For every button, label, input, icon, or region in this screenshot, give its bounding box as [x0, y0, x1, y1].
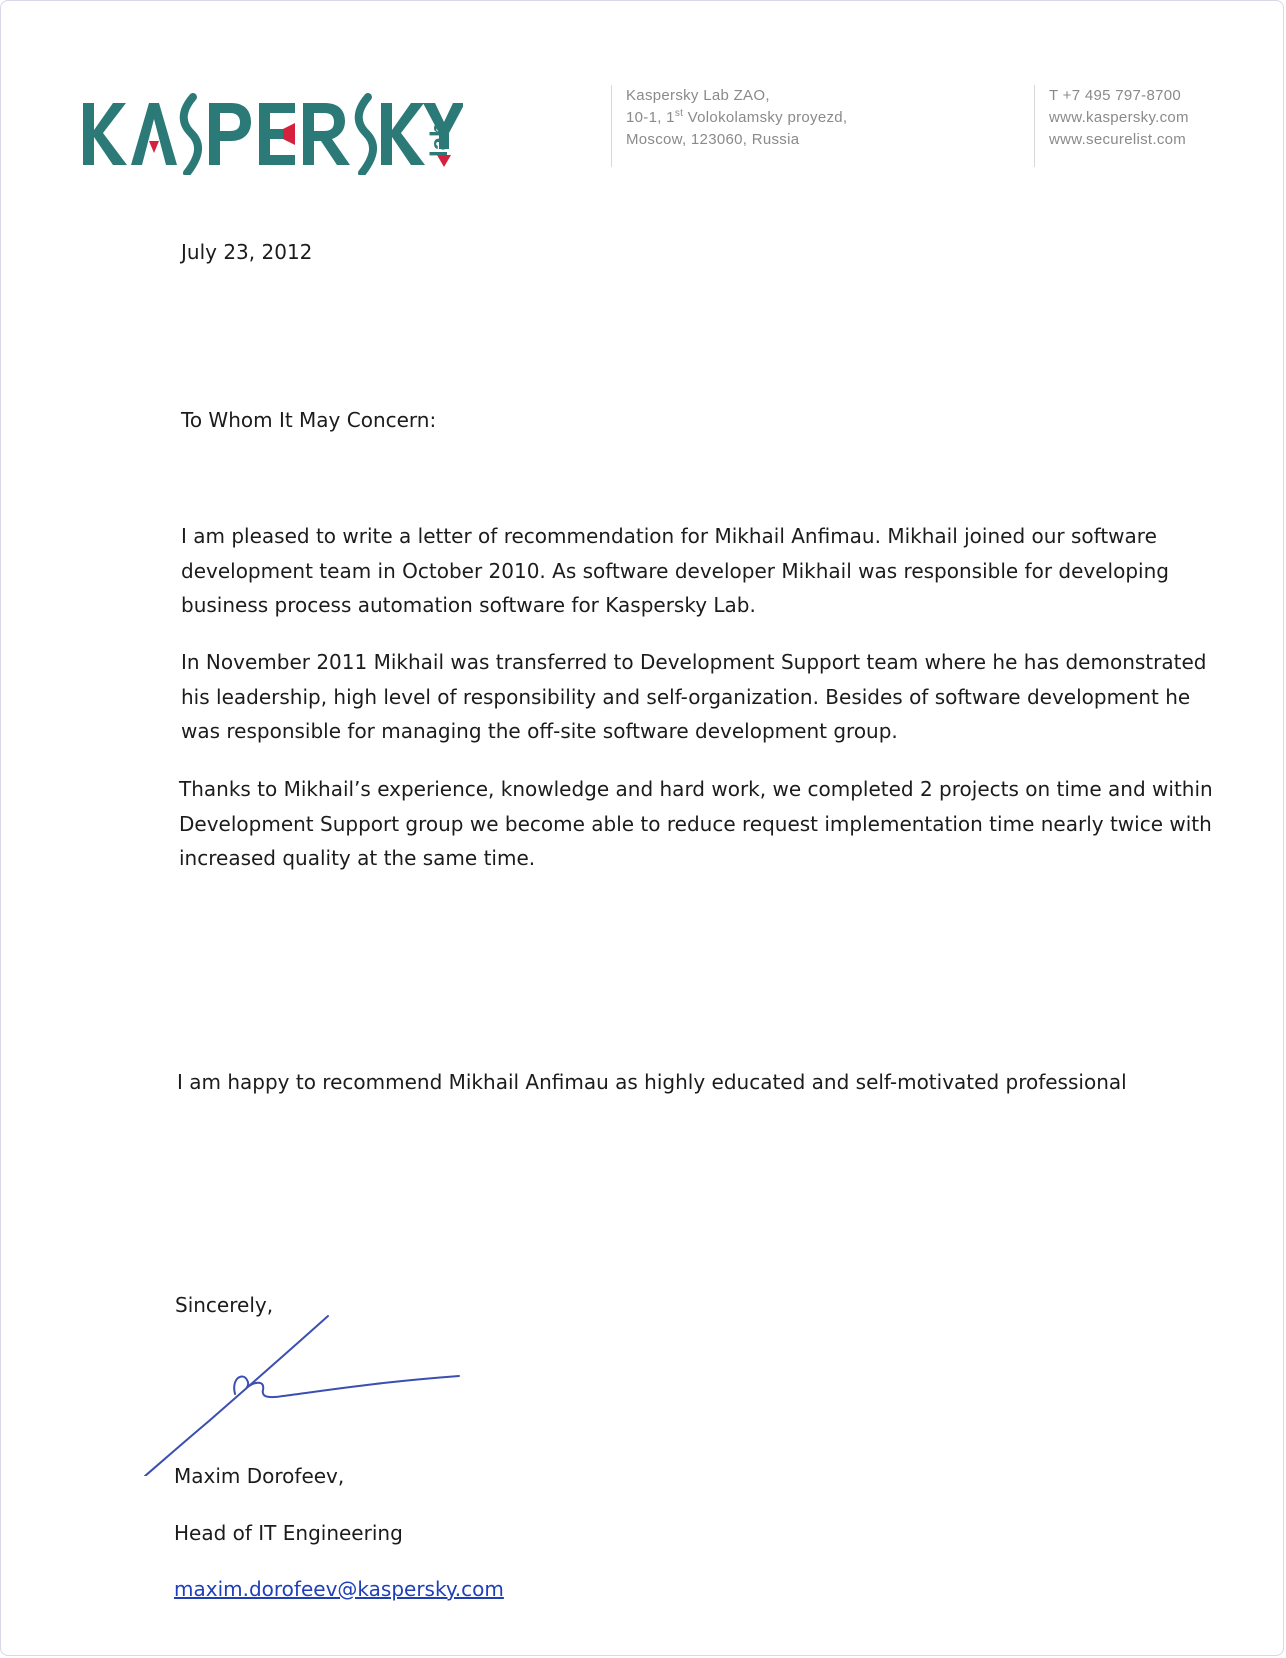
logo-letter-s: [184, 97, 198, 173]
logo-letter-s2: [359, 97, 373, 173]
paragraph-3: Thanks to Mikhail’s experience, knowledge and hard work, we completed 2 projects on time and within Development Support group we become able to reduce request implementation time nearly twice with increased quality at the same time.: [179, 777, 1213, 870]
signature-stroke-main: [145, 1316, 328, 1476]
address-line-2-prefix: 10-1, 1: [626, 109, 675, 126]
recommendation-line: I am happy to recommend Mikhail Anfimau as highly educated and self-motivated professional: [177, 1070, 1127, 1094]
signer-title: Head of IT Engineering: [174, 1521, 403, 1545]
logo-letter-r: [303, 103, 350, 165]
logo-lab-text: lab: [426, 122, 453, 157]
closing: Sincerely,: [175, 1293, 274, 1317]
signer-email-link[interactable]: maxim.dorofeev@kaspersky.com: [174, 1577, 504, 1601]
salutation: To Whom It May Concern:: [181, 408, 437, 432]
letter-date: July 23, 2012: [181, 240, 313, 264]
address-line-2: [626, 107, 1026, 129]
address-line-2-sup: st: [674, 108, 684, 119]
logo-e-accent-icon: [283, 123, 295, 145]
address-line-1: Kaspersky Lab ZAO,: [626, 87, 770, 104]
handwritten-signature: [139, 1306, 469, 1476]
phone-number: T +7 495 797-8700: [1049, 87, 1182, 104]
kaspersky-lab-logo: [83, 89, 463, 175]
company-address: [611, 85, 1026, 167]
signer-name: Maxim Dorofeev,: [174, 1464, 345, 1488]
signature-stroke-loop: [234, 1376, 459, 1397]
website-kaspersky-link[interactable]: www.kaspersky.com: [1049, 109, 1189, 126]
company-contact: [1034, 85, 1269, 167]
logo-a-accent-icon: [149, 141, 159, 153]
logo-letter-k2: [381, 103, 425, 165]
paragraph-2: In November 2011 Mikhail was transferred to Development Support team where he has demonstrated his leadership, high level of responsibility and self-organization. Besides of software development he was responsible for managing the off-site software development group.: [181, 650, 1207, 743]
logo-letter-p: [209, 103, 251, 165]
website-securelist-link[interactable]: www.securelist.com: [1049, 131, 1187, 148]
logo-letter-k: [83, 103, 127, 165]
logo-letter-a: [131, 103, 177, 165]
address-line-3: Moscow, 123060, Russia: [626, 131, 800, 148]
logo-lab-suffix: [427, 97, 453, 157]
paragraph-1: I am pleased to write a letter of recommendation for Mikhail Anfimau. Mikhail joined our software development team in October 2010. As software developer Mikhail was responsible for developing business process automation software for Kaspersky Lab.: [181, 524, 1169, 617]
address-line-2-suffix: Volokolamsky proyezd,: [683, 109, 848, 126]
